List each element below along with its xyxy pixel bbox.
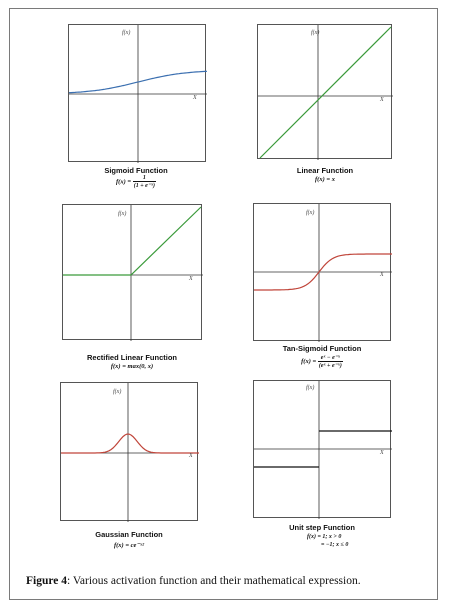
linear-formula: f(x) = x — [315, 176, 335, 183]
step-x-label: X — [380, 450, 384, 456]
gaussian-graph — [60, 382, 198, 521]
gaussian-x-label: X — [189, 453, 193, 459]
gaussian-title: Gaussian Function — [95, 530, 163, 539]
figure-caption — [26, 575, 361, 587]
step-formula: f(x) = 1; x > 0 = −1; x ≤ 0 — [307, 534, 349, 548]
relu-curve — [63, 207, 201, 275]
relu-formula: f(x) = max(0, x) — [110, 363, 154, 370]
step-y-label: f(x) — [306, 385, 315, 391]
gaussian-curve — [61, 434, 199, 453]
figure-label: Figure 4 — [26, 575, 67, 587]
tansig-graph — [253, 203, 391, 341]
linear-x-label: X — [380, 97, 384, 103]
linear-graph — [257, 24, 392, 159]
tansig-formula: f(x) = $\frac{\text{eˣ − e⁻ˣ}}{\text{(eˣ + e⁻ˣ)}}$ — [301, 355, 342, 369]
linear-curve — [260, 27, 391, 158]
relu-x-label: X — [189, 276, 193, 282]
sigmoid-y-label: f(x) — [122, 30, 131, 36]
tansig-y-label: f(x) — [306, 210, 315, 216]
sigmoid-formula: f(x) = $\frac{1}{\text{(1 + e⁻ˣ)}}$ — [116, 175, 155, 189]
relu-y-label: f(x) — [118, 211, 127, 217]
gaussian-y-label: f(x) — [113, 389, 122, 395]
relu-graph — [62, 204, 202, 340]
tansig-x-label: X — [380, 272, 384, 278]
caption-text: : Various activation function and their mathematical expression. — [67, 575, 361, 587]
gaussian-formula: f(x) = ce⁻ˣ² — [113, 542, 145, 549]
relu-title: Rectified Linear Function — [86, 353, 177, 362]
sigmoid-graph — [68, 24, 206, 162]
linear-title: Linear Function — [296, 166, 354, 175]
linear-y-label: f(x) — [311, 30, 320, 36]
step-graph — [253, 380, 391, 518]
sigmoid-x-label: X — [193, 95, 197, 101]
tansig-title: Tan-Sigmoid Function — [282, 344, 362, 353]
step-title: Unit step Function — [289, 523, 355, 532]
sigmoid-title: Sigmoid Function — [104, 166, 168, 175]
